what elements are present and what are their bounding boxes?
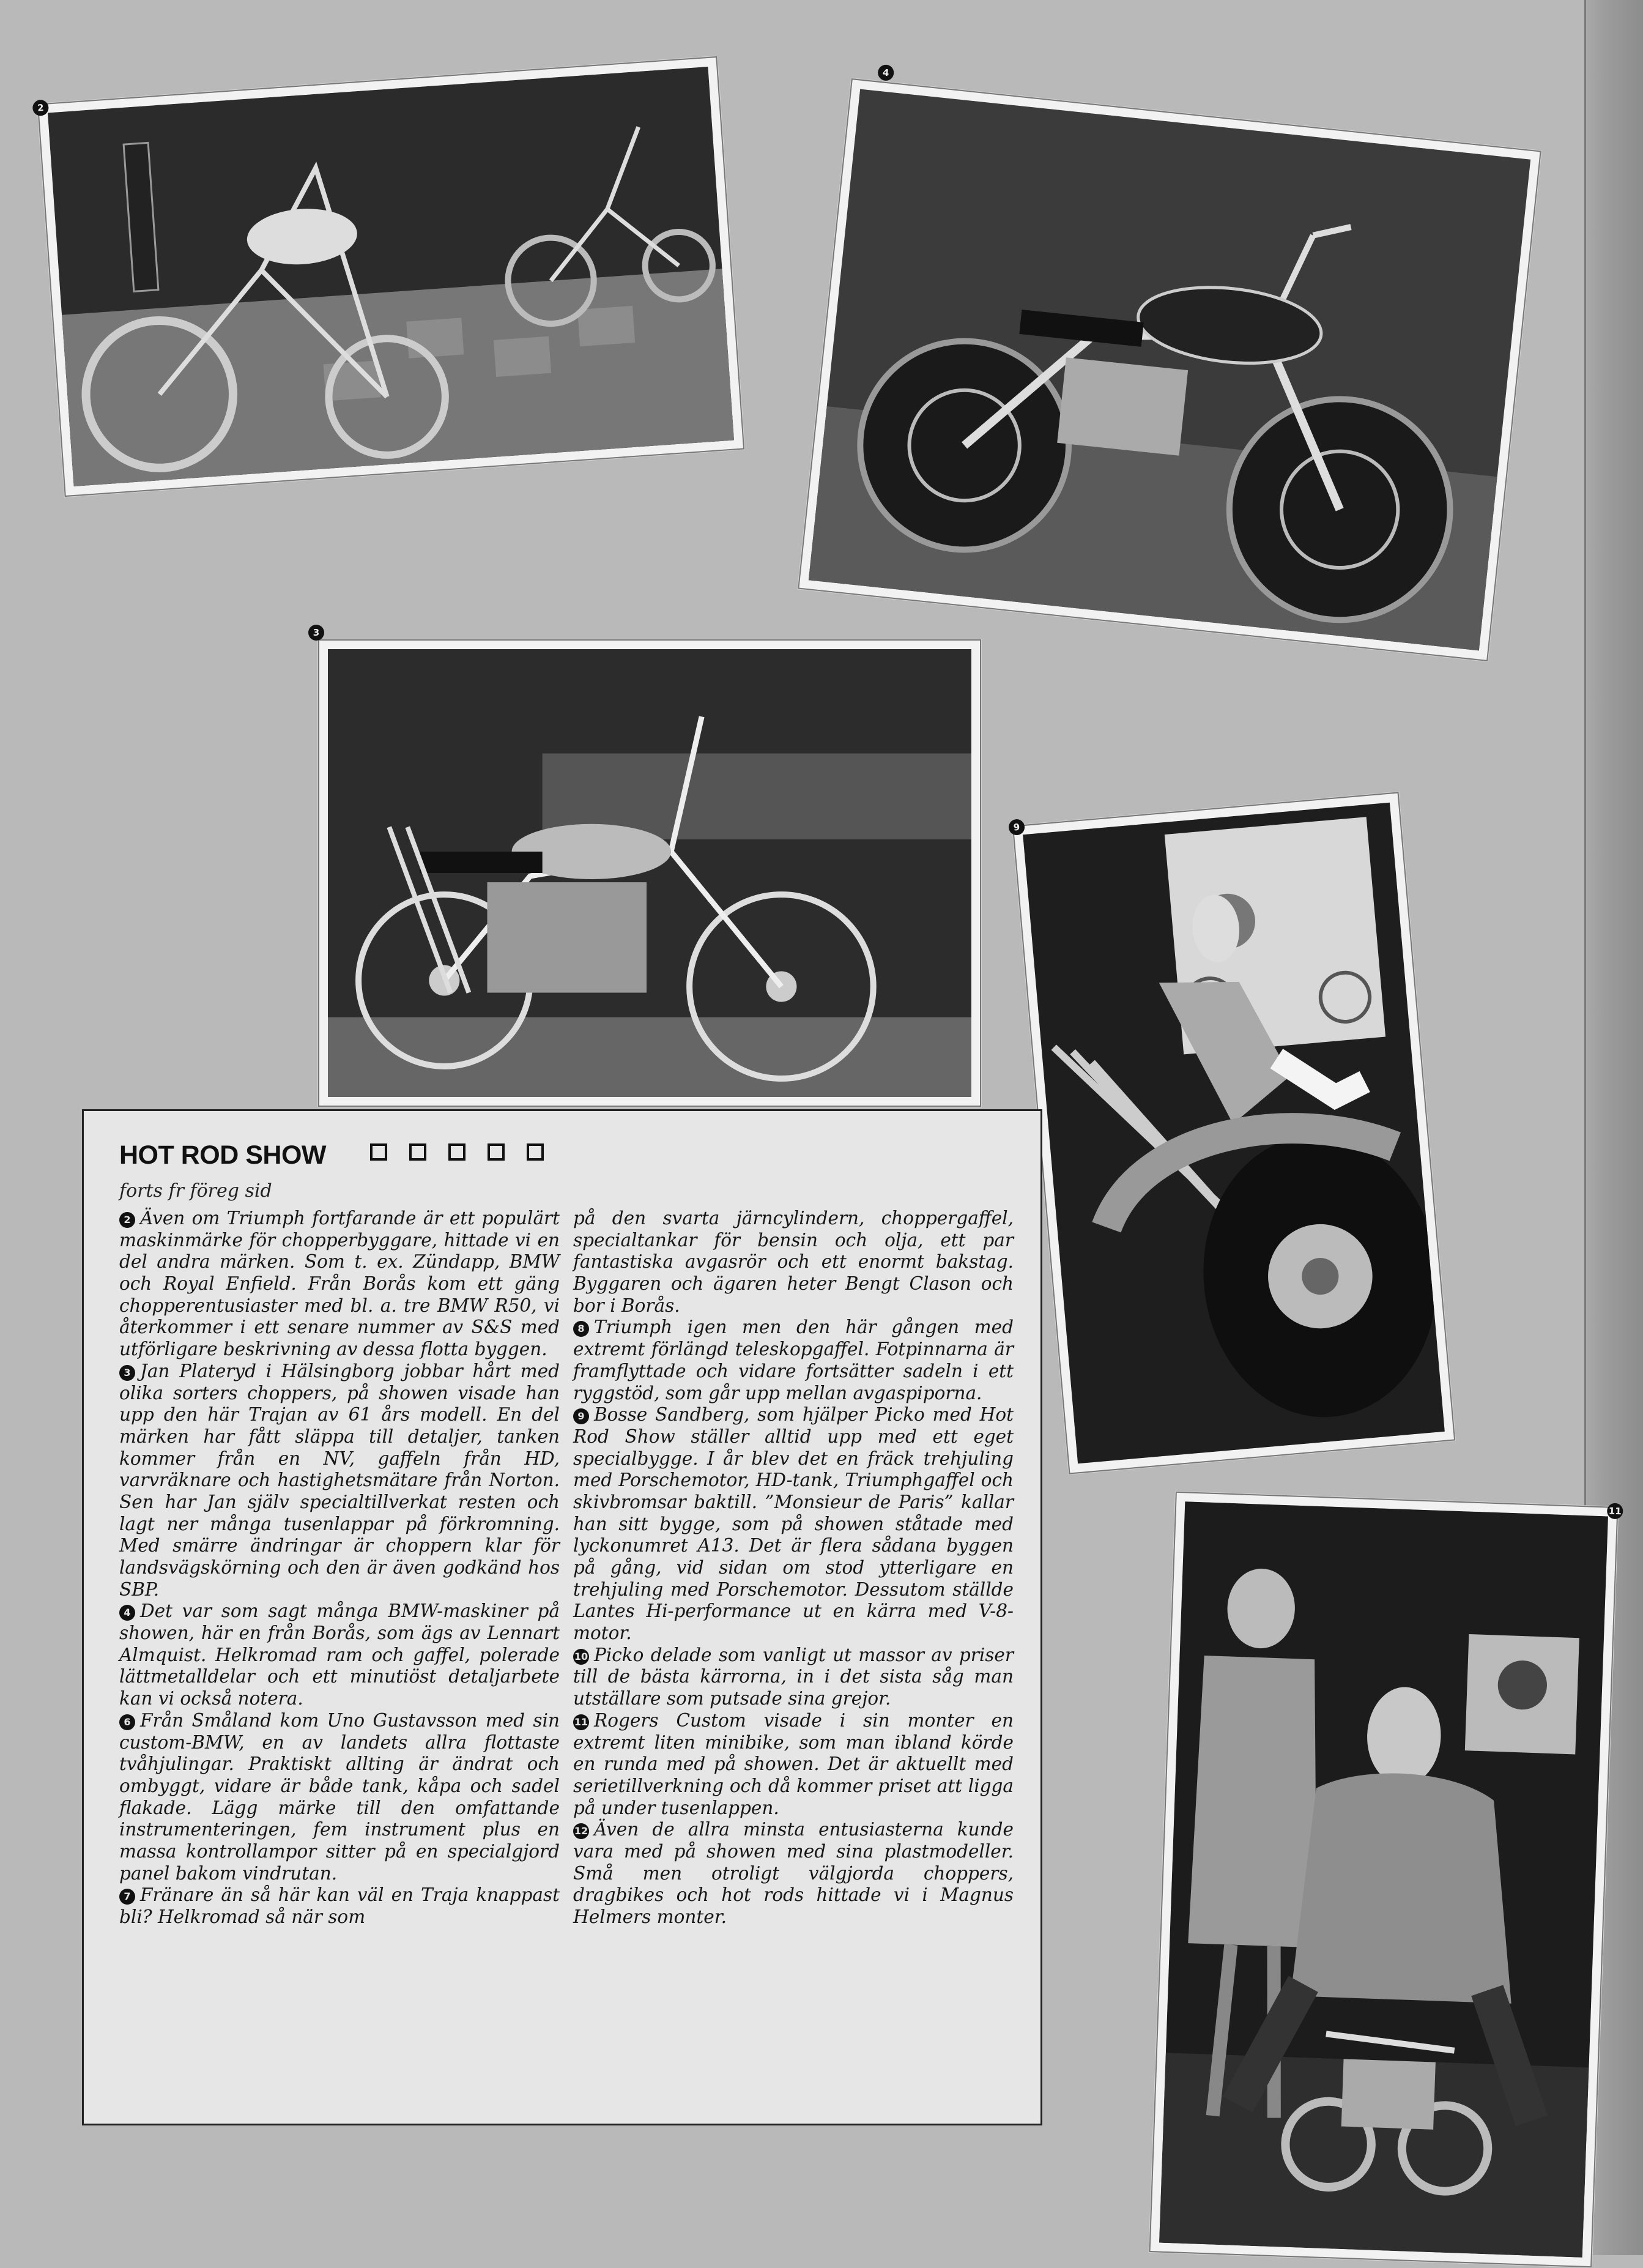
- paragraph-text: Även de allra minsta entusiasterna kunde vara med på showen med sina plastmodeller. Små men otroligt välgjorda choppers, dragbikes och hot rods hittade vi i Magnus Helmers monter.: [573, 1819, 1014, 1927]
- paragraph-number-badge: 12: [573, 1823, 589, 1839]
- article-paragraph: [573, 1404, 1014, 1645]
- photo-number-badge: 9: [1008, 819, 1025, 836]
- chopper-photo-image: [48, 67, 734, 486]
- paragraph-text: Jan Plateryd i Hälsingborg jobbar hårt med olika sorters choppers, på showen visade han upp den här Trajan av 61 års modell. En del märken har fått släppa till detaljer, tanken kommer från en NV, gaffeln från HD, varvräknare och hastighetsmätare från Norton. Sen har Jan själv specialtillverkat resten och lagt ner många tusenlappar på förkromning. Med smärre ändringar är choppern klar för landsvägskörning och den är även godkänd hos SBP.: [119, 1360, 560, 1600]
- paragraph-number-badge: 2: [119, 1212, 135, 1228]
- paragraph-number-badge: 7: [119, 1889, 135, 1905]
- photo-number-badge: 3: [308, 625, 324, 641]
- photo-minibike-rider: [1149, 1492, 1622, 2268]
- paragraph-text: Triumph igen men den här gången med extremt förlängd teleskopgaffel. Fotpinnarna är framflyttade och vidare fortsätter sadeln i ett ryggstöd, som går upp mellan avgaspiporna.: [573, 1317, 1014, 1404]
- article-box: [82, 1109, 1042, 2125]
- paragraph-text: Fränare än så här kan väl en Traja knappast bli? Helkromad så när som: [119, 1884, 560, 1927]
- paragraph-number-badge: 8: [573, 1321, 589, 1337]
- square-icon: [448, 1143, 465, 1161]
- square-icon: [488, 1143, 505, 1161]
- article-paragraph: [119, 1710, 560, 1885]
- paragraph-number-badge: 9: [573, 1408, 589, 1424]
- photo-choppers-display: [37, 56, 744, 497]
- paragraph-text: Även om Triumph fortfarande är ett populärt maskinmärke för chopperbyggare, hittade vi en del andra märken. Som t. ex. Zündapp, BMW och Royal Enfield. Från Borås kom ett gäng chopperentusiaster med bl. a. tre BMW R50, vi återkommer i ett senare nummer av S&S med utförligare beskrivning av dessa flotta byggen.: [119, 1208, 560, 1360]
- article-paragraph: [573, 1819, 1014, 1928]
- paragraph-text: Rogers Custom visade i sin monter en extremt liten minibike, som man ibland körde en runda med på showen. Det är aktuellt med serietillverkning och då kommer priset att ligga på under tusenlappen.: [573, 1709, 1014, 1818]
- paragraph-text: Bosse Sandberg, som hjälper Picko med Hot Rod Show ställer alltid upp med ett eget specialbygge. I år blev det en fräck trehjuling med Porschemotor, HD-tank, Triumphgaffel och skivbromsar baktill. ”Monsieur de Paris” kallar han sitt bygge, som på showen ståtade med lyckonumret A13. Det är flera sådana byggen på gång, vid sidan om stod ytterligare en trehjuling med Porschemotor. Dessutom ställde Lantes Hi-performance ut en kärra med V-8-motor.: [573, 1404, 1014, 1644]
- article-paragraph: [119, 1208, 560, 1361]
- paragraph-text: Picko delade som vanligt ut massor av priser till de bästa kärrorna, in i det sista såg man utställare som putsade sina grejor.: [573, 1644, 1014, 1709]
- article-paragraph: [119, 1601, 560, 1709]
- trike-photo-image: [1023, 803, 1445, 1464]
- article-paragraph: [119, 1884, 560, 1928]
- triumph-photo-image: [328, 649, 971, 1097]
- photo-trike-with-woman: [1012, 792, 1455, 1474]
- paragraph-text: Från Småland kom Uno Gustavsson med sin custom-BMW, en av landets allra flottaste tvåhjulingar. Praktiskt allting är ändrat och ombyggt, vidare är både tank, kåpa och sadel flakade. Lägg märke till den omfattande instrumenteringen, fem instrument plus en massa kontrollampor sitter på en specialgjord panel bakom vindrutan.: [119, 1709, 560, 1884]
- paragraph-number-badge: 11: [573, 1714, 589, 1730]
- article-title: HOT ROD SHOW: [119, 1140, 326, 1170]
- photo-triumph-chopper: [313, 627, 981, 1107]
- square-icon: [370, 1143, 387, 1161]
- article-paragraph: [119, 1361, 560, 1601]
- paragraph-text: Det var som sagt många BMW-maskiner på showen, här en från Borås, som ägs av Lennart Almquist. Helkromad ram och gaffel, polerade lättmetalldelar och ett minutiöst detaljarbete kan vi också notera.: [119, 1601, 560, 1709]
- photo-bmw-chopper: [798, 67, 1541, 661]
- paragraph-text: på den svarta järncylindern, choppergaffel, specialtankar för bensin och olja, ett par fantastiska avgasrör och ett enormt bakstag. Byggaren och ägaren heter Bengt Clason och bor i Borås.: [573, 1208, 1014, 1316]
- article-column-right: [573, 1208, 1014, 1928]
- article-paragraph: [573, 1317, 1014, 1404]
- paragraph-number-badge: 6: [119, 1714, 135, 1730]
- square-icon: [409, 1143, 426, 1161]
- photo-number-badge: 11: [1607, 1503, 1623, 1519]
- article-paragraph: [573, 1710, 1014, 1819]
- article-column-left: [119, 1208, 560, 1928]
- photo-number-badge: 2: [32, 99, 49, 116]
- square-icon: [527, 1143, 544, 1161]
- article-paragraph: [573, 1645, 1014, 1710]
- article-paragraph: [573, 1208, 1014, 1317]
- photo-number-badge: 4: [877, 64, 895, 82]
- title-decoration-boxes: [370, 1143, 544, 1161]
- minibike-photo-image: [1159, 1501, 1608, 2257]
- continued-note: forts fr föreg sid: [119, 1180, 272, 1202]
- paragraph-number-badge: 4: [119, 1605, 135, 1621]
- paragraph-number-badge: 10: [573, 1649, 589, 1665]
- paragraph-number-badge: 3: [119, 1365, 135, 1381]
- bmw-photo-image: [809, 89, 1530, 651]
